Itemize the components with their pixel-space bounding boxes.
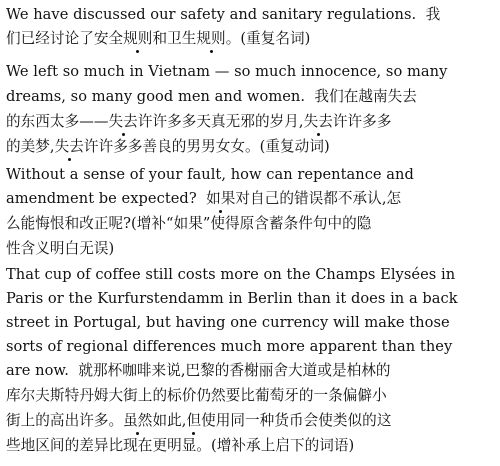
p4-text: 街上的高出许多。	[6, 412, 124, 429]
p2-text: 许许多多天真无邪的岁月,	[137, 113, 304, 130]
p3-line2	[6, 190, 401, 208]
p1-note: 。(重复名词)	[225, 30, 311, 47]
emphasis-word: 失去	[303, 113, 333, 130]
p4-line1: That cup of coffee still costs more on the Champs Elysées in	[6, 266, 456, 283]
emphasis-word: 规则	[123, 30, 153, 47]
p3-english: amendment be expected?	[6, 190, 197, 207]
p1-line1	[6, 6, 440, 24]
p2-line1: We left so much in Vietnam — so much innocence, so many	[6, 63, 448, 80]
p3-line1: Without a sense of your fault, how can repentance and	[6, 166, 414, 183]
p2-text: 的东西太多——	[6, 113, 109, 130]
p4-line2: Paris or the Kurfurstendamm in Berlin than it does in a back	[6, 290, 458, 307]
p3-line3: 么能悔恨和改正呢?(增补“如果”使得原含蓄条件句中的隐	[6, 215, 372, 232]
emphasis-word: 失去	[54, 138, 84, 155]
p2-line2	[6, 88, 417, 106]
p3-chinese: 对自己的错误都不承认,怎	[235, 190, 402, 207]
p2-text: 的美梦,	[6, 138, 55, 155]
emphasis-word: 规则	[196, 30, 226, 47]
emphasis-word: 但	[186, 412, 202, 429]
p1-text: 们已经讨论了安全	[6, 30, 124, 47]
p2-text: 许许多多	[332, 113, 392, 130]
dotted-emphasis	[123, 30, 152, 47]
p2-english: dreams, so many good men and women.	[6, 88, 306, 105]
emphasis-word: 如果	[206, 190, 236, 207]
p1-chinese-start: 我	[425, 6, 441, 23]
p2-note: 许许多多善良的男男女女。(重复动词)	[83, 138, 330, 155]
emphasis-word: 虽然	[123, 412, 153, 429]
p4-text: 使用同一种货币会使类似的这	[201, 412, 392, 429]
p1-line2	[6, 30, 310, 48]
emphasis-word: 失去	[108, 113, 138, 130]
p4-line6: 库尔夫斯特丹姆大街上的标价仍然要比葡萄牙的一条偏僻小	[6, 387, 387, 404]
p4-text: 如此,	[152, 412, 187, 429]
p2-line3	[6, 113, 391, 131]
p2-chinese: 我们在越南失去	[314, 88, 417, 105]
p4-line8: 些地区间的差异比现在更明显。(增补承上启下的词语)	[6, 437, 355, 454]
p1-english: We have discussed our safety and sanitary regulations.	[6, 6, 417, 23]
p4-chinese: 就那杯咖啡来说,巴黎的香榭丽舍大道或是柏林的	[78, 362, 391, 379]
p4-english: are now.	[6, 362, 69, 379]
p3-line4: 性含义明白无误)	[6, 240, 115, 257]
p1-text: 和卫生	[152, 30, 197, 47]
p4-line3: street in Portugal, but having one currency will make those	[6, 314, 450, 331]
p4-line7	[6, 412, 391, 430]
p4-line5	[6, 362, 391, 380]
p4-line4: sorts of regional differences much more apparent than they	[6, 338, 453, 355]
p2-line4	[6, 138, 330, 156]
